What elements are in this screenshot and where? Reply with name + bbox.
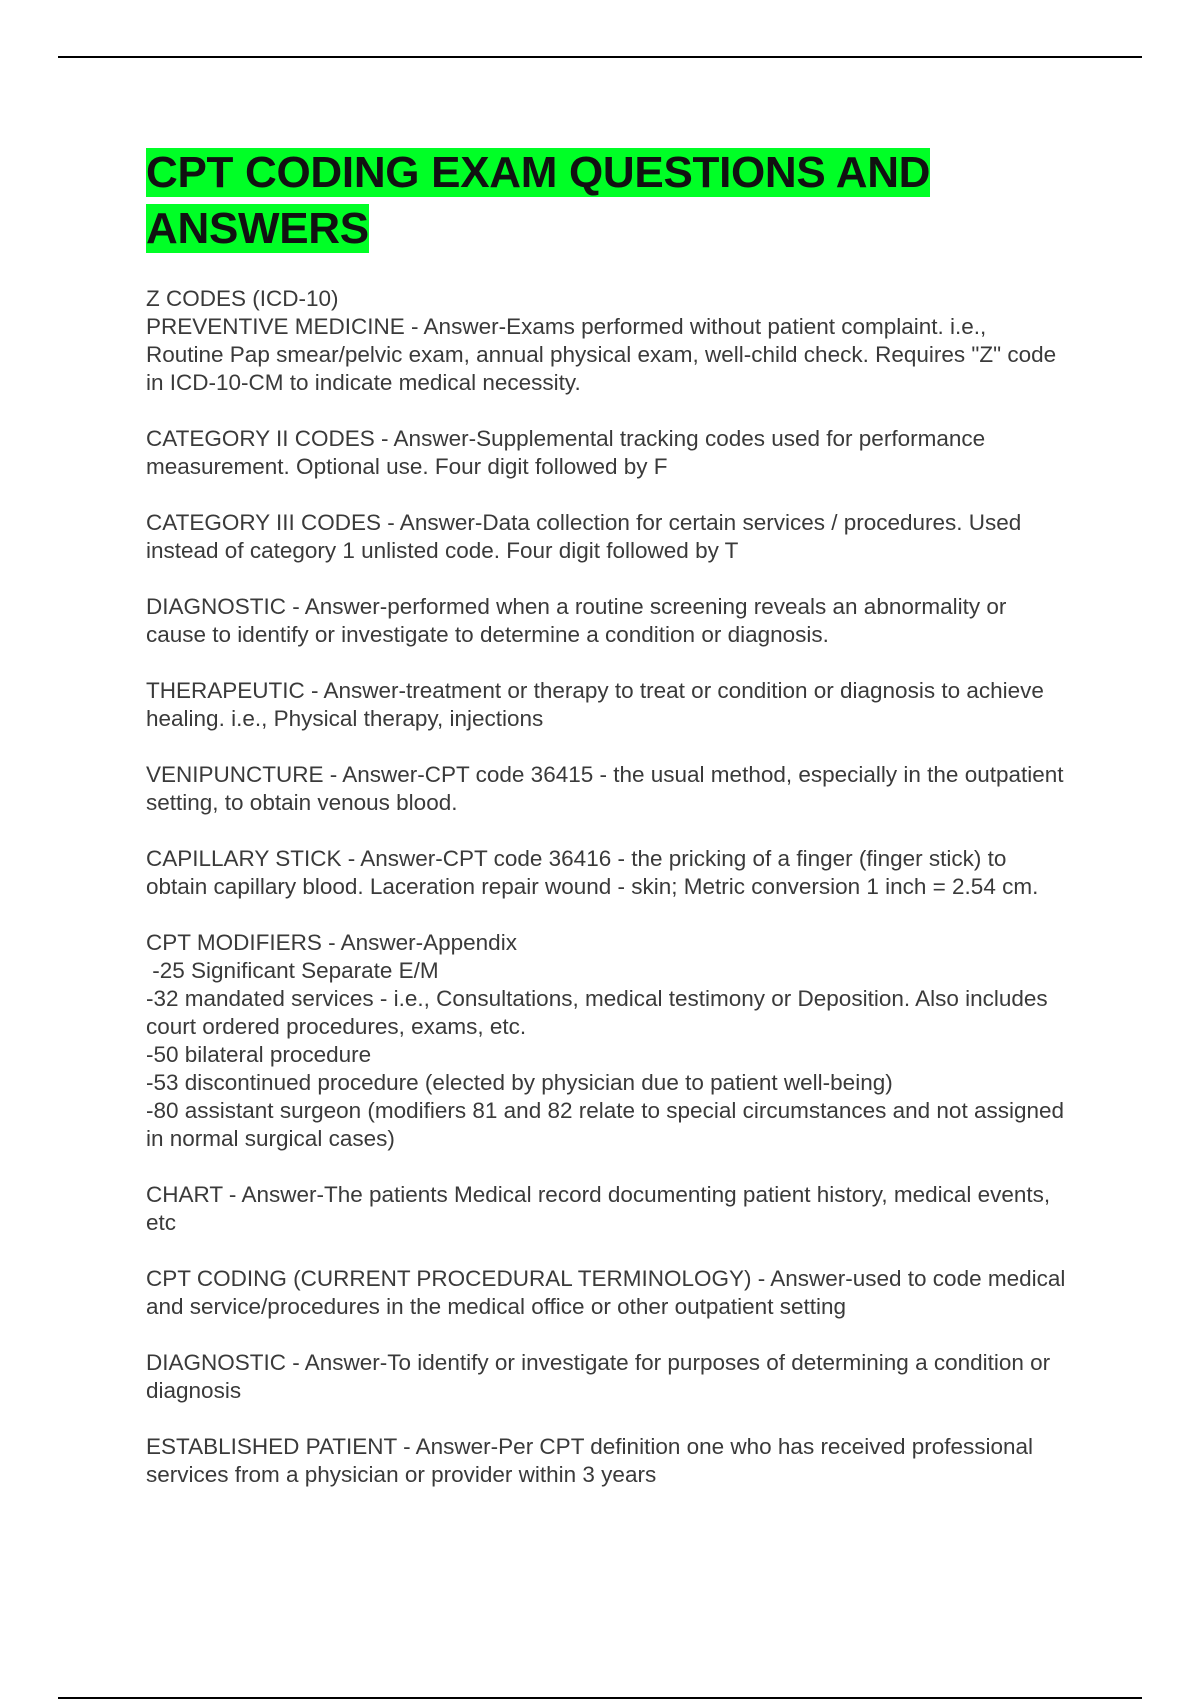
qa-entry-category-iii bbox=[146, 509, 1066, 565]
document-body bbox=[146, 145, 1072, 1517]
entry-line: PREVENTIVE MEDICINE - Answer-Exams performed without patient complaint. i.e., Routine Pap smear/pelvic exam, annual physical exam, well-child check. Requires "Z" code in ICD-10-CM to indicate medical necessity. bbox=[146, 314, 1063, 395]
entry-line: DIAGNOSTIC - Answer-performed when a routine screening reveals an abnormality or cause to identify or investigate to determine a condition or diagnosis. bbox=[146, 594, 1013, 647]
qa-entry-capillary-stick bbox=[146, 845, 1066, 901]
qa-entry-category-ii bbox=[146, 425, 1066, 481]
qa-entry-established-patient bbox=[146, 1433, 1066, 1489]
footer-rule bbox=[58, 1697, 1142, 1699]
entry-line: CATEGORY II CODES - Answer-Supplemental tracking codes used for performance measurement. Optional use. Four digit followed by F bbox=[146, 426, 992, 479]
qa-entry-chart bbox=[146, 1181, 1066, 1237]
qa-entry-therapeutic bbox=[146, 677, 1066, 733]
qa-entry-cpt-modifiers bbox=[146, 929, 1071, 1153]
entry-line: -32 mandated services - i.e., Consultations, medical testimony or Deposition. Also includes court ordered procedures, exams, etc. bbox=[146, 986, 1054, 1039]
entry-line: THERAPEUTIC - Answer-treatment or therapy to treat or condition or diagnosis to achieve healing. i.e., Physical therapy, injections bbox=[146, 678, 1051, 731]
qa-entry-diagnostic bbox=[146, 593, 1066, 649]
qa-entries bbox=[146, 285, 1072, 1489]
entry-line: ESTABLISHED PATIENT - Answer-Per CPT definition one who has received professional services from a physician or provider within 3 years bbox=[146, 1434, 1040, 1487]
entry-line: VENIPUNCTURE - Answer-CPT code 36415 - the usual method, especially in the outpatient setting, to obtain venous blood. bbox=[146, 762, 1070, 815]
entry-line: -53 discontinued procedure (elected by physician due to patient well-being) bbox=[146, 1070, 893, 1095]
entry-line: CHART - Answer-The patients Medical record documenting patient history, medical events, etc bbox=[146, 1182, 1057, 1235]
qa-entry-cpt-coding bbox=[146, 1265, 1072, 1321]
entry-line: DIAGNOSTIC - Answer-To identify or investigate for purposes of determining a condition or diagnosis bbox=[146, 1350, 1057, 1403]
entry-line: CATEGORY III CODES - Answer-Data collection for certain services / procedures. Used instead of category 1 unlisted code. Four digit followed by T bbox=[146, 510, 1028, 563]
entry-line: CPT MODIFIERS - Answer-Appendix bbox=[146, 930, 517, 955]
entry-line: CPT CODING (CURRENT PROCEDURAL TERMINOLOGY) - Answer-used to code medical and service/procedures in the medical office or other outpatient setting bbox=[146, 1266, 1072, 1319]
entry-line: Z CODES (ICD-10) bbox=[146, 286, 339, 311]
document-title-highlight: CPT CODING EXAM QUESTIONS AND ANSWERS bbox=[146, 148, 931, 253]
entry-line: CAPILLARY STICK - Answer-CPT code 36416 - the pricking of a finger (finger stick) to obtain capillary blood. Laceration repair wound - skin; Metric conversion 1 inch = 2.54 cm. bbox=[146, 846, 1039, 899]
document-title bbox=[146, 145, 1066, 257]
header-rule bbox=[58, 56, 1142, 58]
qa-entry-venipuncture bbox=[146, 761, 1070, 817]
entry-line: -50 bilateral procedure bbox=[146, 1042, 372, 1067]
entry-line: -25 Significant Separate E/M bbox=[146, 958, 439, 983]
qa-entry-diagnostic-2 bbox=[146, 1349, 1066, 1405]
entry-line: -80 assistant surgeon (modifiers 81 and 82 relate to special circumstances and not assigned in normal surgical cases) bbox=[146, 1098, 1071, 1151]
qa-entry-z-codes bbox=[146, 285, 1066, 397]
